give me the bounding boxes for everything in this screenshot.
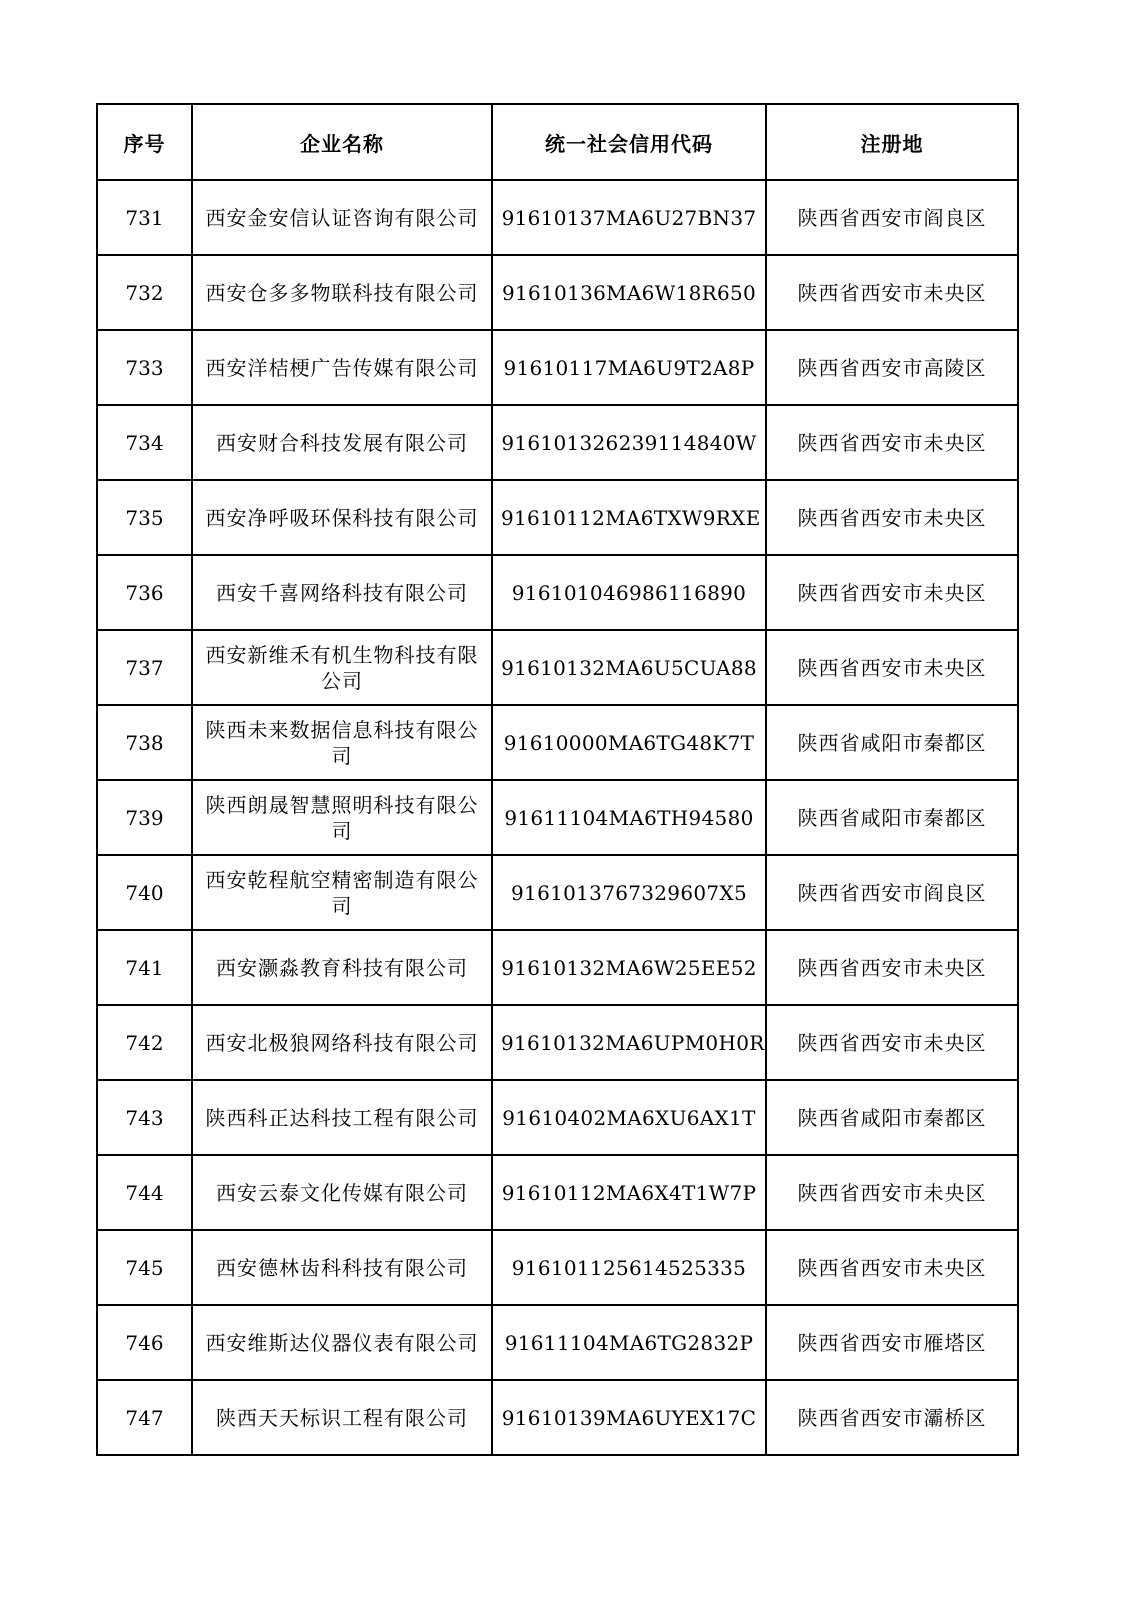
company-name: 西安德林齿科科技有限公司 [192,1230,492,1305]
company-name: 西安千喜网络科技有限公司 [192,555,492,630]
company-name: 陕西朗晟智慧照明科技有限公司 [192,780,492,855]
enterprise-table [96,103,1019,1456]
company-name: 西安洋桔梗广告传媒有限公司 [192,330,492,405]
credit-code: 91610139MA6UYEX17C [492,1380,766,1455]
registered-location: 陕西省西安市未央区 [766,555,1018,630]
company-name: 西安云泰文化传媒有限公司 [192,1155,492,1230]
header-credit-code: 统一社会信用代码 [492,104,766,180]
registered-location: 陕西省西安市阎良区 [766,180,1018,255]
serial-number: 740 [97,855,192,930]
serial-number: 735 [97,480,192,555]
table-header [97,104,1018,180]
company-name: 西安乾程航空精密制造有限公司 [192,855,492,930]
credit-code: 91610117MA6U9T2A8P [492,330,766,405]
registered-location: 陕西省西安市未央区 [766,405,1018,480]
credit-code: 91610132MA6W25EE52 [492,930,766,1005]
serial-number: 741 [97,930,192,1005]
company-name: 西安金安信认证咨询有限公司 [192,180,492,255]
table-row [97,855,1018,930]
serial-number: 732 [97,255,192,330]
table-row [97,1155,1018,1230]
table-row [97,630,1018,705]
credit-code: 9161013767329607X5 [492,855,766,930]
registered-location: 陕西省咸阳市秦都区 [766,780,1018,855]
header-row [97,104,1018,180]
company-name: 陕西科正达科技工程有限公司 [192,1080,492,1155]
table-row [97,1080,1018,1155]
registered-location: 陕西省西安市未央区 [766,255,1018,330]
credit-code: 916101046986116890 [492,555,766,630]
registered-location: 陕西省西安市未央区 [766,480,1018,555]
credit-code: 91610137MA6U27BN37 [492,180,766,255]
registered-location: 陕西省西安市未央区 [766,930,1018,1005]
credit-code: 91611104MA6TG2832P [492,1305,766,1380]
registered-location: 陕西省西安市未央区 [766,1155,1018,1230]
serial-number: 742 [97,1005,192,1080]
serial-number: 738 [97,705,192,780]
company-name: 西安仓多多物联科技有限公司 [192,255,492,330]
company-name: 西安北极狼网络科技有限公司 [192,1005,492,1080]
registered-location: 陕西省西安市雁塔区 [766,1305,1018,1380]
table-row [97,180,1018,255]
serial-number: 744 [97,1155,192,1230]
serial-number: 737 [97,630,192,705]
serial-number: 731 [97,180,192,255]
serial-number: 734 [97,405,192,480]
table-row [97,705,1018,780]
credit-code: 916101326239114840W [492,405,766,480]
table-row [97,1305,1018,1380]
credit-code: 91610112MA6TXW9RXE [492,480,766,555]
credit-code: 91610000MA6TG48K7T [492,705,766,780]
registered-location: 陕西省西安市未央区 [766,630,1018,705]
credit-code: 91610136MA6W18R650 [492,255,766,330]
serial-number: 733 [97,330,192,405]
registered-location: 陕西省西安市未央区 [766,1230,1018,1305]
serial-number: 746 [97,1305,192,1380]
table-row [97,330,1018,405]
serial-number: 743 [97,1080,192,1155]
credit-code: 91610402MA6XU6AX1T [492,1080,766,1155]
header-serial-number: 序号 [97,104,192,180]
company-name: 西安维斯达仪器仪表有限公司 [192,1305,492,1380]
table-row [97,555,1018,630]
company-name: 陕西天天标识工程有限公司 [192,1380,492,1455]
serial-number: 736 [97,555,192,630]
company-name: 西安财合科技发展有限公司 [192,405,492,480]
table-row [97,1005,1018,1080]
credit-code: 91610112MA6X4T1W7P [492,1155,766,1230]
registered-location: 陕西省西安市未央区 [766,1005,1018,1080]
company-name: 西安灏淼教育科技有限公司 [192,930,492,1005]
table-row [97,405,1018,480]
table-row [97,480,1018,555]
company-name: 西安新维禾有机生物科技有限公司 [192,630,492,705]
company-name: 西安净呼吸环保科技有限公司 [192,480,492,555]
table-row [97,1230,1018,1305]
registered-location: 陕西省咸阳市秦都区 [766,1080,1018,1155]
serial-number: 747 [97,1380,192,1455]
table-row [97,255,1018,330]
table-body [97,180,1018,1455]
registered-location: 陕西省西安市阎良区 [766,855,1018,930]
registered-location: 陕西省西安市灞桥区 [766,1380,1018,1455]
header-registered-location: 注册地 [766,104,1018,180]
credit-code: 91611104MA6TH94580 [492,780,766,855]
credit-code: 91610132MA6U5CUA88 [492,630,766,705]
header-company-name: 企业名称 [192,104,492,180]
registered-location: 陕西省咸阳市秦都区 [766,705,1018,780]
company-name: 陕西未来数据信息科技有限公司 [192,705,492,780]
registered-location: 陕西省西安市高陵区 [766,330,1018,405]
table-row [97,930,1018,1005]
credit-code: 916101125614525335 [492,1230,766,1305]
table-row [97,1380,1018,1455]
serial-number: 739 [97,780,192,855]
credit-code: 91610132MA6UPM0H0R [492,1005,766,1080]
table-row [97,780,1018,855]
serial-number: 745 [97,1230,192,1305]
